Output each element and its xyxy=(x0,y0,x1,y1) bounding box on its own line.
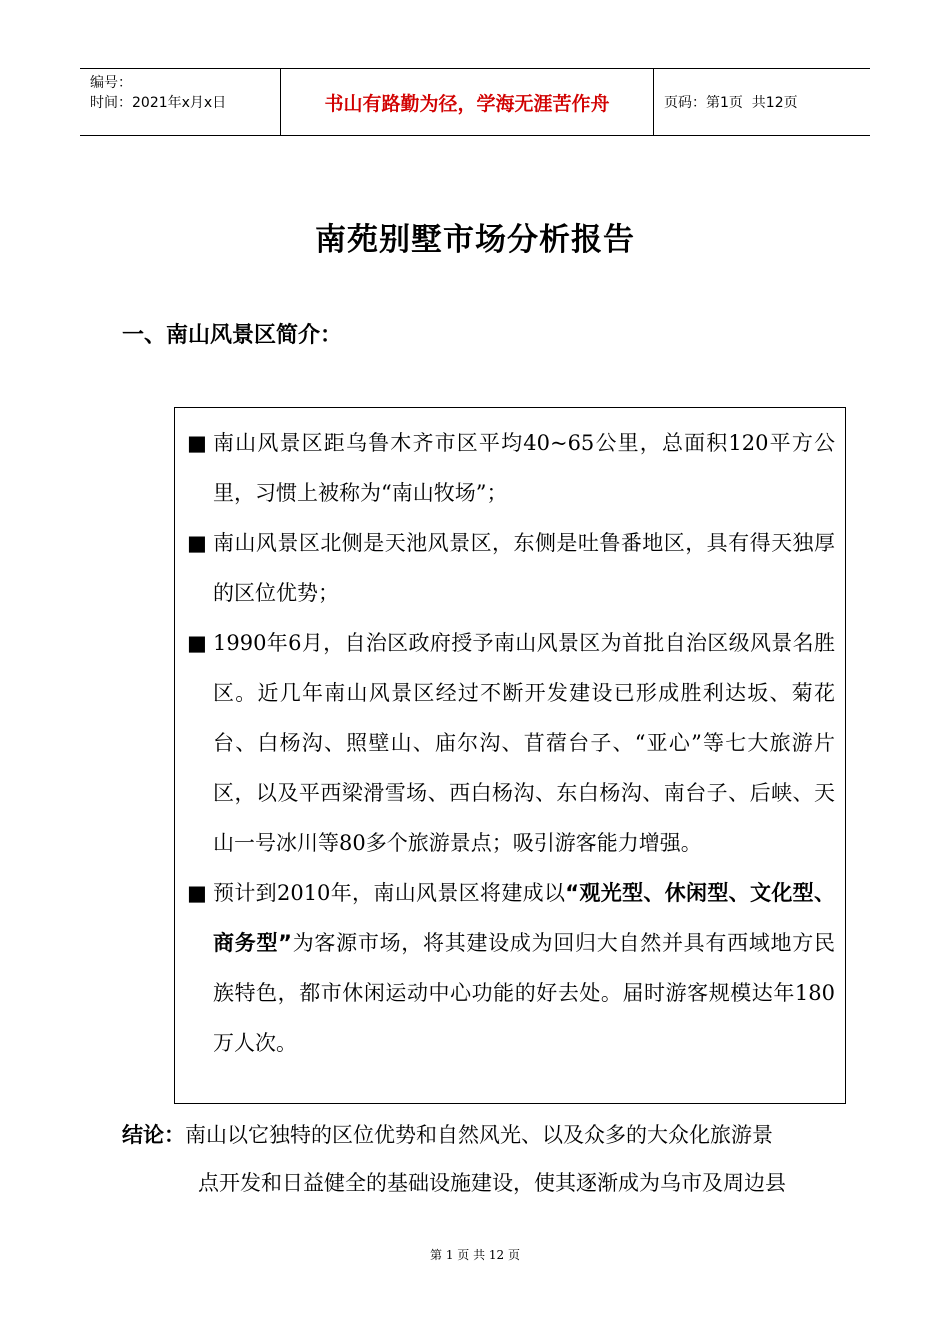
bullet-item xyxy=(187,518,835,618)
conclusion-label: 结论： xyxy=(122,1123,185,1147)
bullet-text-pre: 预计到2010年，南山风景区将建成以 xyxy=(213,881,566,905)
header-page-info xyxy=(654,69,870,135)
bullet-text: 南山风景区北侧是天池风景区，东侧是吐鲁番地区，具有得天独厚的区位优势； xyxy=(213,531,835,605)
page-footer: 第 1 页 共 12 页 xyxy=(430,1248,520,1262)
bullet-text: 南山风景区距乌鲁木齐市区平均40~65公里，总面积120平方公里，习惯上被称为“南山牧场”； xyxy=(213,431,835,505)
report-title: 南苑别墅市场分析报告 xyxy=(315,222,635,258)
document-header xyxy=(80,68,870,136)
bullet-text xyxy=(213,868,835,1068)
section-heading: 一、南山风景区简介： xyxy=(122,323,343,348)
bullet-item xyxy=(187,418,835,518)
conclusion xyxy=(122,1111,834,1207)
header-motto: 书山有路勤为径，学海无涯苦作舟 xyxy=(281,69,654,135)
bullet-item xyxy=(187,618,835,868)
page-info-text: 页码：第1页 共12页 xyxy=(664,95,798,111)
header-meta xyxy=(80,69,281,135)
conclusion-line-1: 南山以它独特的区位优势和自然风光、以及众多的大众化旅游景 xyxy=(185,1123,773,1147)
conclusion-line-2: 点开发和日益健全的基础设施建设，使其逐渐成为乌市及周边县 xyxy=(198,1171,786,1195)
number-label: 编号： xyxy=(90,75,132,91)
bullet-text-bold: “观光型、休闲型、文化型、商务型” xyxy=(213,881,835,955)
bullet-text-post: 为客源市场，将其建设成为回归大自然并具有西域地方民族特色，都市休闲运动中心功能的好去处。届时游客规模达年180万人次。 xyxy=(213,931,835,1055)
square-bullet-icon: ■ xyxy=(187,881,207,905)
intro-box xyxy=(174,407,846,1104)
square-bullet-icon: ■ xyxy=(187,531,207,555)
square-bullet-icon: ■ xyxy=(187,431,207,455)
time-label: 时间：2021年x月x日 xyxy=(90,95,227,111)
bullet-item xyxy=(187,868,835,1068)
square-bullet-icon: ■ xyxy=(187,631,207,655)
bullet-text: 1990年6月，自治区政府授予南山风景区为首批自治区级风景名胜区。近几年南山风景区经过不断开发建设已形成胜利达坂、菊花台、白杨沟、照壁山、庙尔沟、苜蓿台子、“亚心”等七大旅游片区，以及平西梁滑雪场、西白杨沟、东白杨沟、南台子、后峡、天山一号冰川等80多个旅游景点；吸引游客能力增强。 xyxy=(213,631,835,855)
